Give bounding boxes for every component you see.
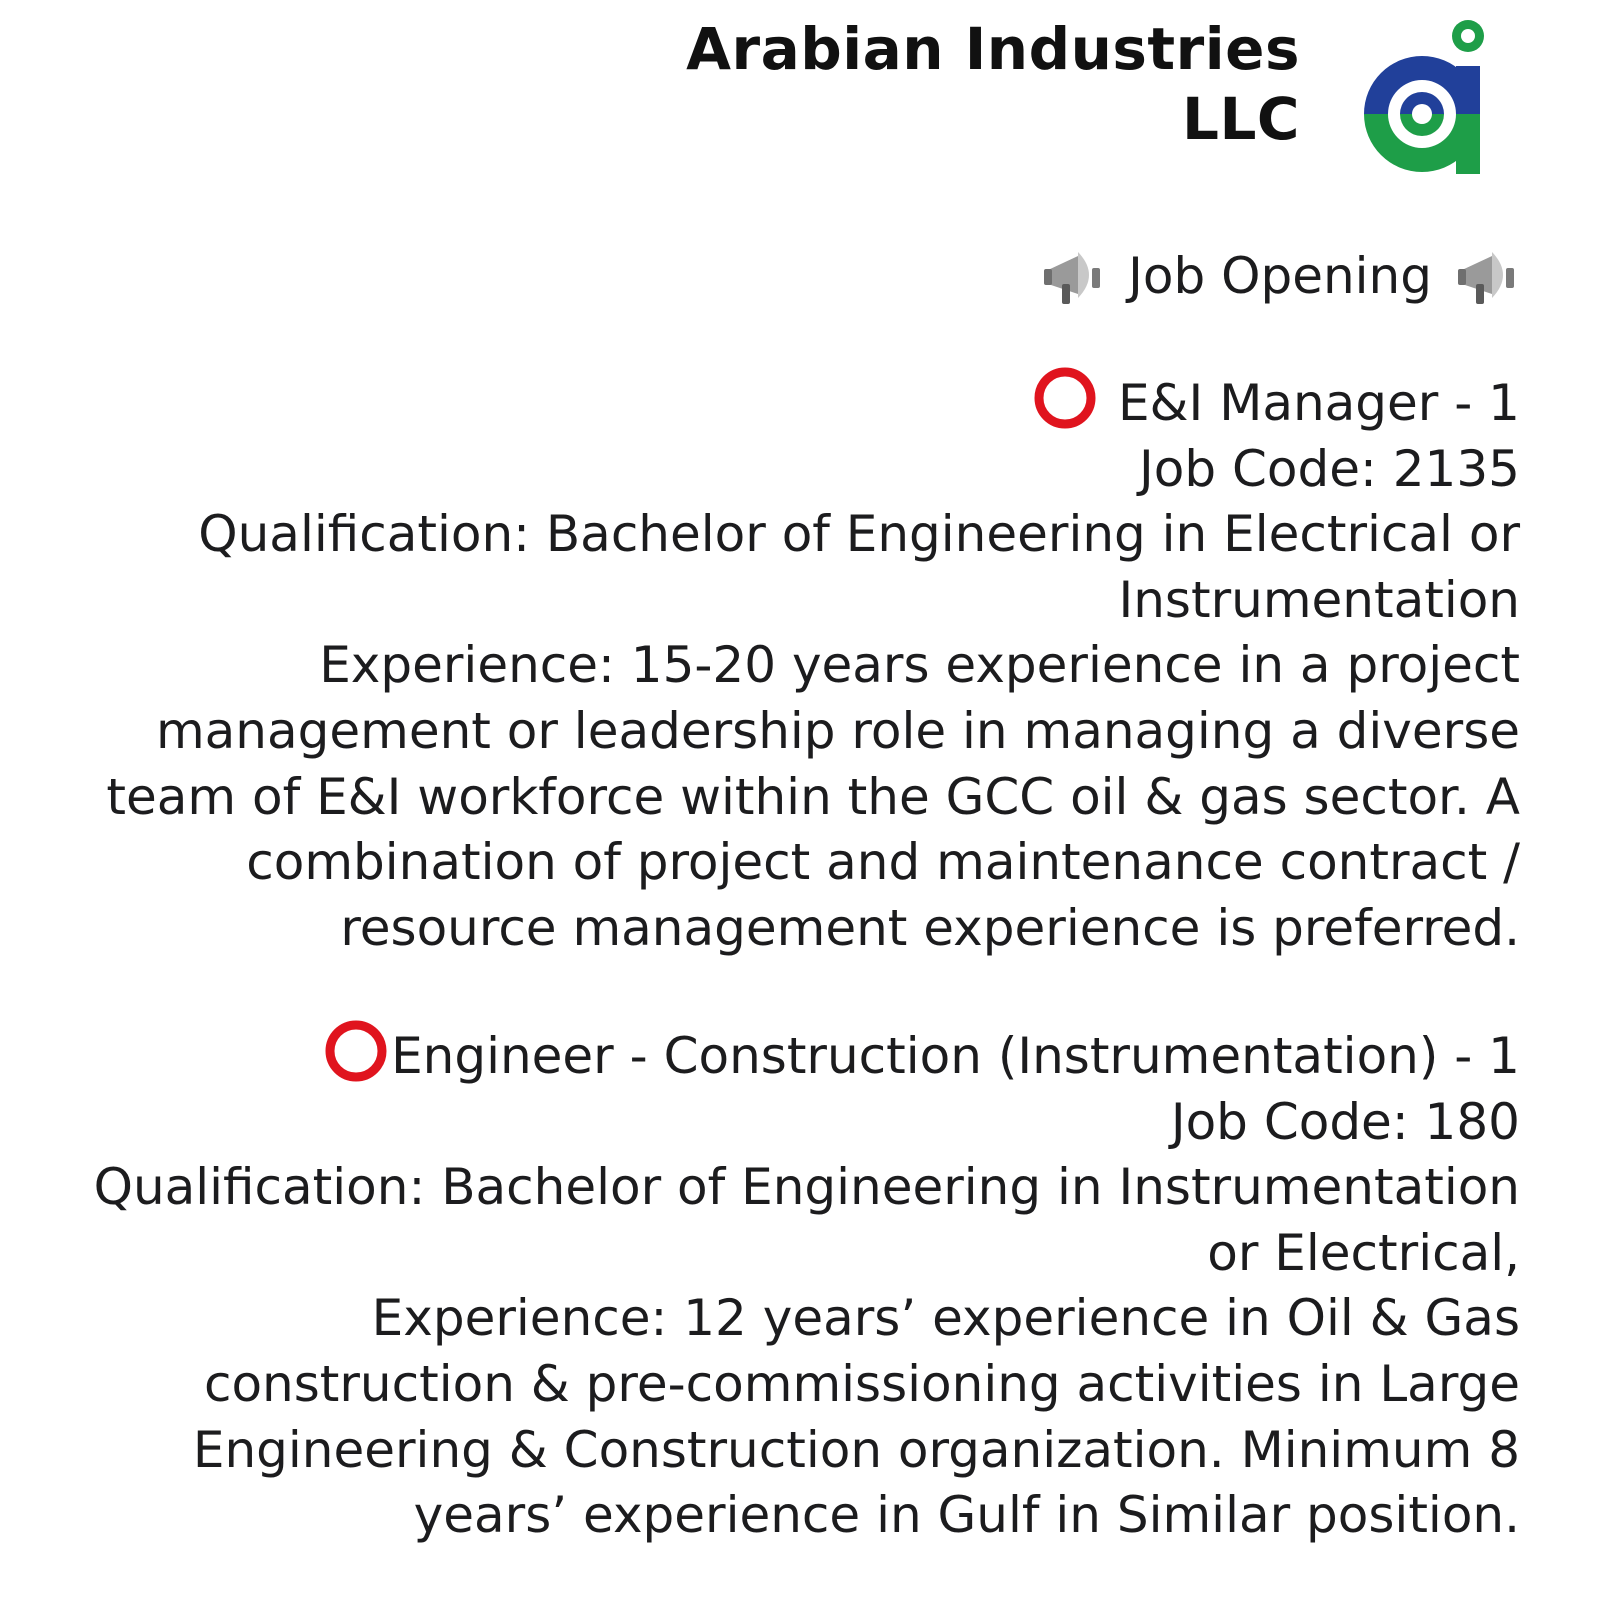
red-ring-icon — [325, 1020, 387, 1082]
company-name: Arabian Industries LLC — [686, 15, 1300, 153]
job-title-row — [60, 1024, 1520, 1090]
experience-line: Experience: 12 years’ experience in Oil & Gas — [371, 1289, 1520, 1348]
experience-line: resource management experience is preferred. — [340, 898, 1520, 957]
qualification-line: or Electrical, — [1207, 1223, 1520, 1282]
job-title: Engineer - Construction (Instrumentation) - 1 — [391, 1027, 1520, 1085]
experience-line: team of E&I workforce within the GCC oil & gas sector. A — [106, 767, 1520, 826]
red-ring-icon — [1034, 367, 1096, 429]
job-listing — [60, 371, 1520, 961]
job-code: Job Code: 180 — [1170, 1092, 1520, 1151]
arabian-industries-logo-icon — [1352, 14, 1512, 184]
megaphone-icon — [1040, 244, 1106, 310]
job-opening-label: Job Opening — [1128, 247, 1432, 306]
qualification-line: Instrumentation — [1118, 570, 1520, 629]
job-title-row — [60, 371, 1520, 437]
job-opening-heading — [60, 244, 1520, 310]
qualification-line: Qualification: Bachelor of Engineering in Electrical or — [198, 505, 1520, 564]
experience-line: Engineering & Construction organization. Minimum 8 — [192, 1420, 1520, 1479]
experience-line: management or leadership role in managing a diverse — [155, 701, 1520, 760]
megaphone-icon — [1454, 244, 1520, 310]
experience-line: Experience: 15-20 years experience in a project — [319, 636, 1520, 695]
job-title: E&I Manager - 1 — [1117, 374, 1520, 432]
experience-line: years’ experience in Gulf in Similar position. — [413, 1486, 1520, 1545]
qualification-line: Qualification: Bachelor of Engineering in Instrumentation — [93, 1158, 1520, 1217]
experience-line: combination of project and maintenance contract / — [246, 833, 1520, 892]
job-listing — [60, 1024, 1520, 1549]
experience-line: construction & pre-commissioning activities in Large — [203, 1354, 1520, 1413]
job-code: Job Code: 2135 — [1139, 439, 1520, 498]
